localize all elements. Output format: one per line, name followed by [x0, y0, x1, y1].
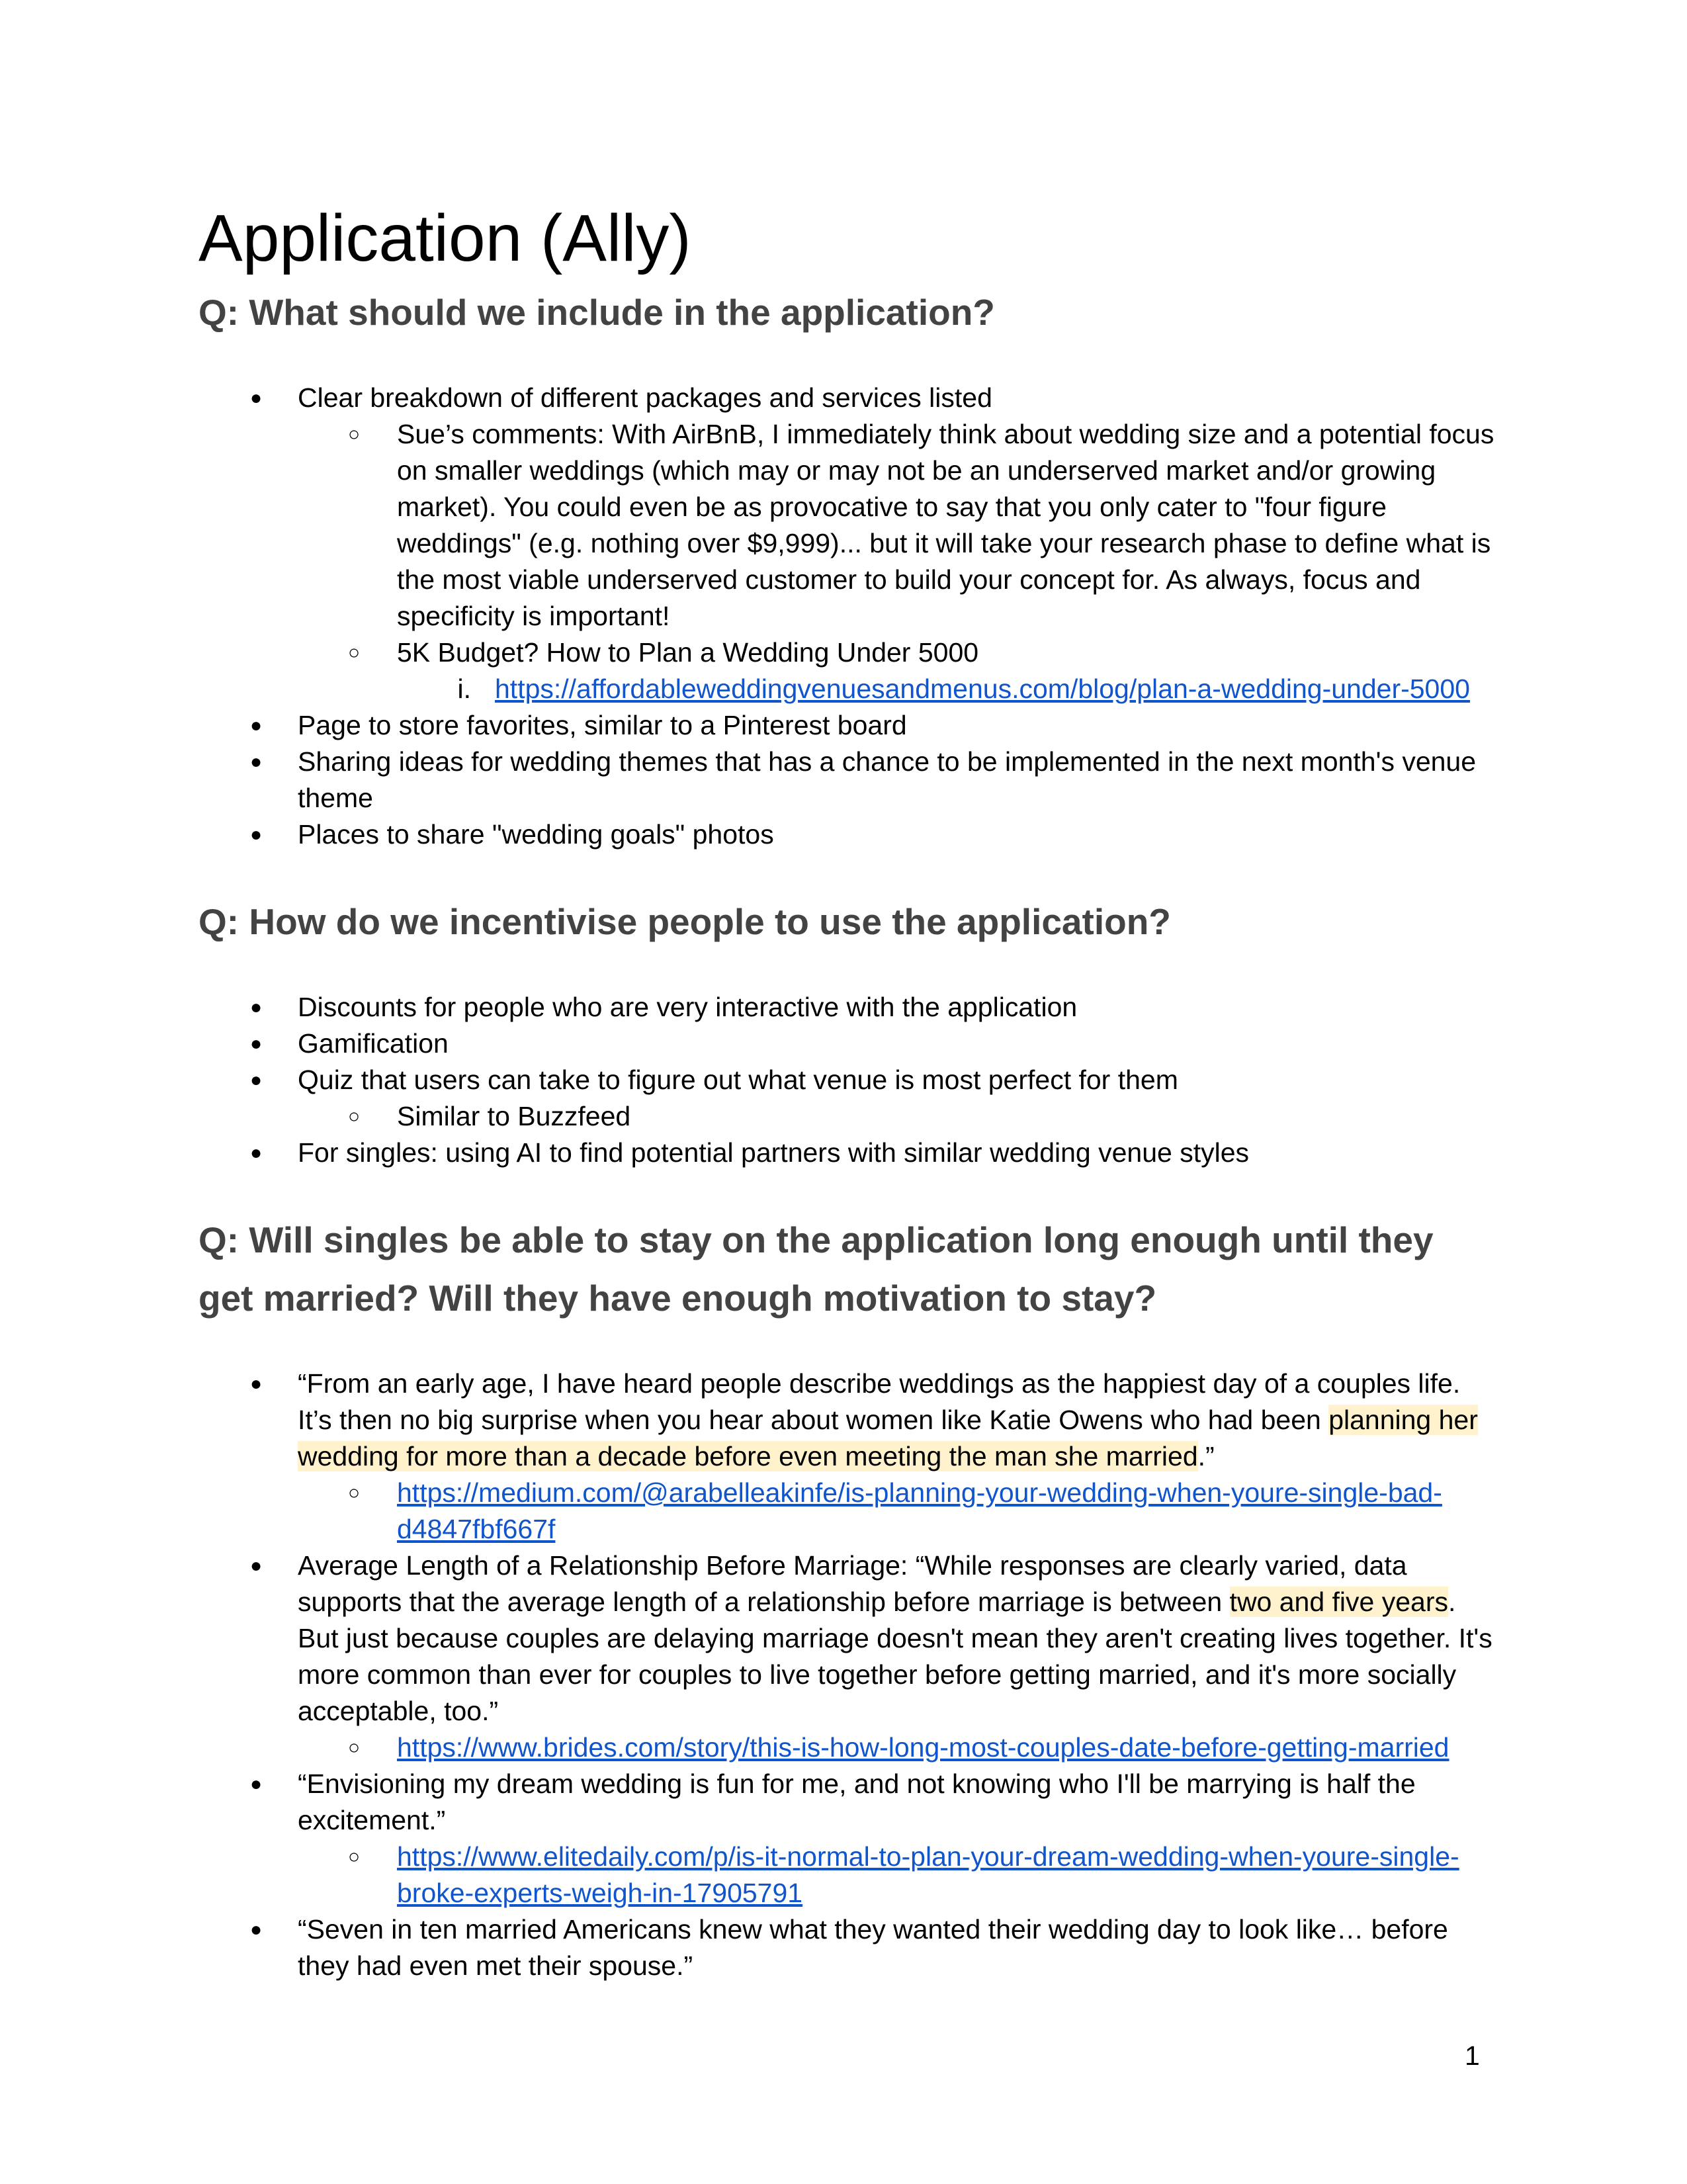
list-item-text: Places to share "wedding goals" photos [298, 819, 774, 850]
list-item-text: Clear breakdown of different packages and services listed [298, 382, 992, 413]
list-item [198, 1548, 1495, 1729]
sub-list-item [198, 1729, 1495, 1766]
reference-link-medium[interactable]: https://medium.com/@arabelleakinfe/is-planning-your-wedding-when-youre-single-bad-d4847fbf667f [397, 1477, 1442, 1544]
list-item [198, 1911, 1495, 1984]
section-list-incentivise [198, 989, 1495, 1171]
section-list-singles [198, 1366, 1495, 1984]
list-item [198, 744, 1495, 816]
list-item [198, 1026, 1495, 1062]
quote-text-end: .” [1197, 1441, 1215, 1471]
list-item-text: Sharing ideas for wedding themes that has a chance to be implemented in the next month's venue theme [298, 746, 1477, 813]
list-item [198, 1062, 1495, 1098]
list-item-text: Gamification [298, 1028, 449, 1059]
list-item-text: Quiz that users can take to figure out what venue is most perfect for them [298, 1065, 1178, 1095]
quote-text: Average Length of a Relationship Before Marriage: “While responses are clearly varied, data supports that the average length of a relationship before marriage is between [298, 1550, 1407, 1617]
list-item-text: For singles: using AI to find potential partners with similar wedding venue styles [298, 1137, 1250, 1168]
list-item-text: Sue’s comments: With AirBnB, I immediately think about wedding size and a potential focus on smaller weddings (which may or may not be an underserved market and/or growing market). You could even be as provocative to say that you only cater to "four figure weddings" (e.g. nothing over $9,999)... but it will take your research phase to define what is the most viable underserved customer to build your concept for. As always, focus and specificity is important! [397, 419, 1494, 631]
list-item-text: Page to store favorites, similar to a Pinterest board [298, 710, 907, 740]
list-item [198, 380, 1495, 416]
reference-link-brides[interactable]: https://www.brides.com/story/this-is-how-long-most-couples-date-before-getting-married [397, 1732, 1449, 1763]
list-item-text: 5K Budget? How to Plan a Wedding Under 5000 [397, 637, 979, 668]
highlighted-text: planning her wedding for more than a decade before even meeting the man she married [298, 1405, 1478, 1471]
sub-list-item [198, 416, 1495, 634]
list-item [198, 707, 1495, 744]
list-item [198, 989, 1495, 1026]
list-item [198, 1766, 1495, 1839]
quote-text: “Seven in ten married Americans knew what they wanted their wedding day to look like… before they had even met their spouse.” [298, 1914, 1448, 1981]
section-list-include [198, 380, 1495, 853]
quote-text: “Envisioning my dream wedding is fun for me, and not knowing who I'll be marrying is half the excitement.” [298, 1769, 1416, 1835]
sub-list-item [198, 634, 1495, 671]
document-title: Application (Ally) [198, 201, 691, 275]
list-number: i. [457, 674, 471, 704]
page-number: 1 [1465, 2040, 1480, 2071]
list-item [198, 1135, 1495, 1171]
list-item-text: Discounts for people who are very interactive with the application [298, 992, 1078, 1022]
list-item [198, 816, 1495, 853]
section-heading-include: Q: What should we include in the application? [198, 292, 995, 333]
quote-text: “From an early age, I have heard people describe weddings as the happiest day of a couples life. It’s then no big surprise when you hear about women like Katie Owens who had been [298, 1368, 1461, 1435]
reference-link-elitedaily[interactable]: https://www.elitedaily.com/p/is-it-normal-to-plan-your-dream-wedding-when-youre-single-broke-experts-weigh-in-17905791 [397, 1841, 1459, 1908]
sub-sub-list-item [198, 671, 1495, 707]
sub-list-item [198, 1098, 1495, 1135]
sub-list-item [198, 1839, 1495, 1911]
section-heading-incentivise: Q: How do we incentivise people to use the application? [198, 901, 1171, 942]
highlighted-text: two and five years [1229, 1587, 1448, 1617]
document-body [198, 198, 1495, 1984]
list-item-text: Similar to Buzzfeed [397, 1101, 631, 1131]
section-heading-singles: Q: Will singles be able to stay on the application long enough until they get married? Will they have enough motivation to stay? [198, 1219, 1434, 1319]
list-item [198, 1366, 1495, 1475]
reference-link-affordable-wedding[interactable]: https://affordableweddingvenuesandmenus.com/blog/plan-a-wedding-under-5000 [495, 674, 1470, 704]
sub-list-item [198, 1475, 1495, 1548]
quote-text-end: . But just because couples are delaying marriage doesn't mean they aren't creating lives together. It's more common than ever for couples to live together before getting married, and it's more socially acceptable, too.” [298, 1587, 1492, 1726]
